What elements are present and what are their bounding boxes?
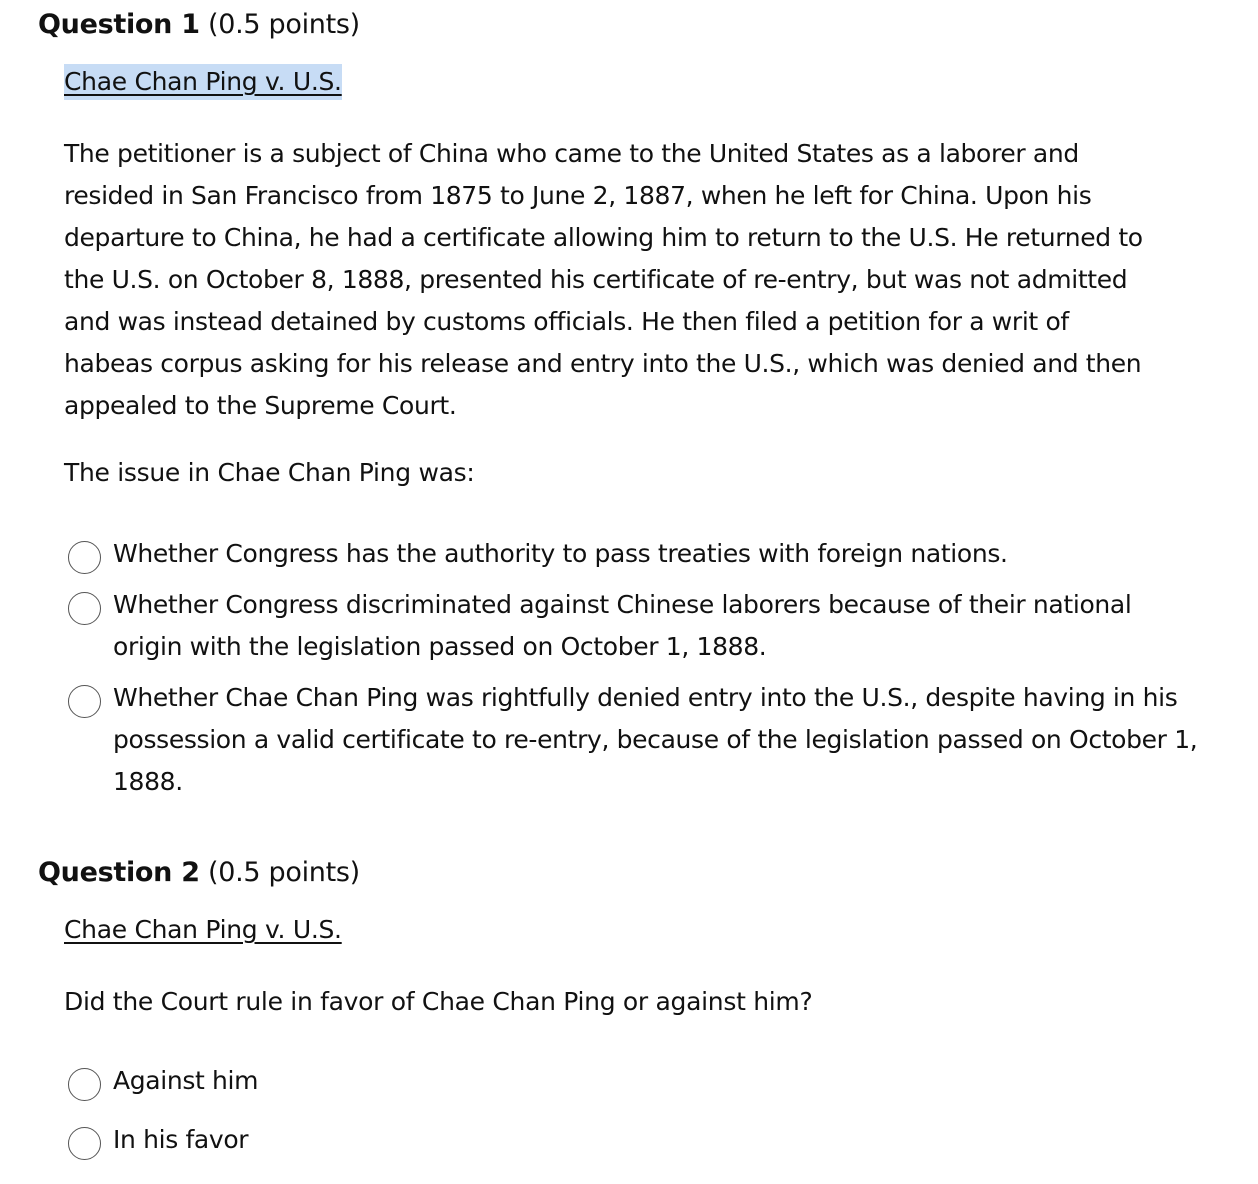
case-passage: The petitioner is a subject of China who came to the United States as a laborer and resided in San Francisco from 1875 to June 2, 1887, when he left for China. Upon his departure to China, he had a certificate allowing him to return to the U.S. He returned to the U.S. on October 8, 1888, presented his certificate of re-entry, but was not admitted and was instead detained by customs officials. He then filed a petition for a writ of habeas corpus asking for his release and entry into the U.S., which was denied and then appealed to the Supreme Court.: [64, 139, 1143, 420]
question-prompt: The issue in Chae Chan Ping was:: [64, 458, 475, 487]
answer-option-3[interactable]: [66, 677, 1206, 803]
answer-option-2[interactable]: [66, 584, 1206, 668]
answer-option-label: Against him: [113, 1066, 259, 1095]
question-points: (0.5 points): [207, 857, 360, 888]
answer-options: [66, 1060, 1206, 1178]
answer-option-label: Whether Congress discriminated against Chinese laborers because of their national origin with the legislation passed on October 1, 1888.: [113, 590, 1132, 661]
case-link[interactable]: Chae Chan Ping v. U.S.: [64, 64, 342, 100]
radio-button[interactable]: [68, 541, 101, 574]
radio-button[interactable]: [68, 1127, 101, 1160]
answer-option-label: Whether Chae Chan Ping was rightfully denied entry into the U.S., despite having in his possession a valid certificate to re-entry, because of the legislation passed on October 1, 1888.: [113, 683, 1198, 796]
answer-options: [66, 533, 1206, 812]
radio-button[interactable]: [68, 1068, 101, 1101]
answer-option-2[interactable]: [66, 1119, 1206, 1161]
question-prompt: Did the Court rule in favor of Chae Chan Ping or against him?: [64, 987, 813, 1016]
answer-option-1[interactable]: [66, 1060, 1206, 1102]
radio-button[interactable]: [68, 592, 101, 625]
case-link[interactable]: Chae Chan Ping v. U.S.: [64, 915, 342, 944]
answer-option-label: Whether Congress has the authority to pass treaties with foreign nations.: [113, 539, 1008, 568]
question-title: Question 1: [38, 9, 200, 40]
question-header: [38, 8, 360, 42]
radio-button[interactable]: [68, 685, 101, 718]
question-points: (0.5 points): [207, 9, 360, 40]
answer-option-label: In his favor: [113, 1125, 249, 1154]
answer-option-1[interactable]: [66, 533, 1206, 575]
question-title: Question 2: [38, 857, 200, 888]
question-header: [38, 856, 360, 890]
